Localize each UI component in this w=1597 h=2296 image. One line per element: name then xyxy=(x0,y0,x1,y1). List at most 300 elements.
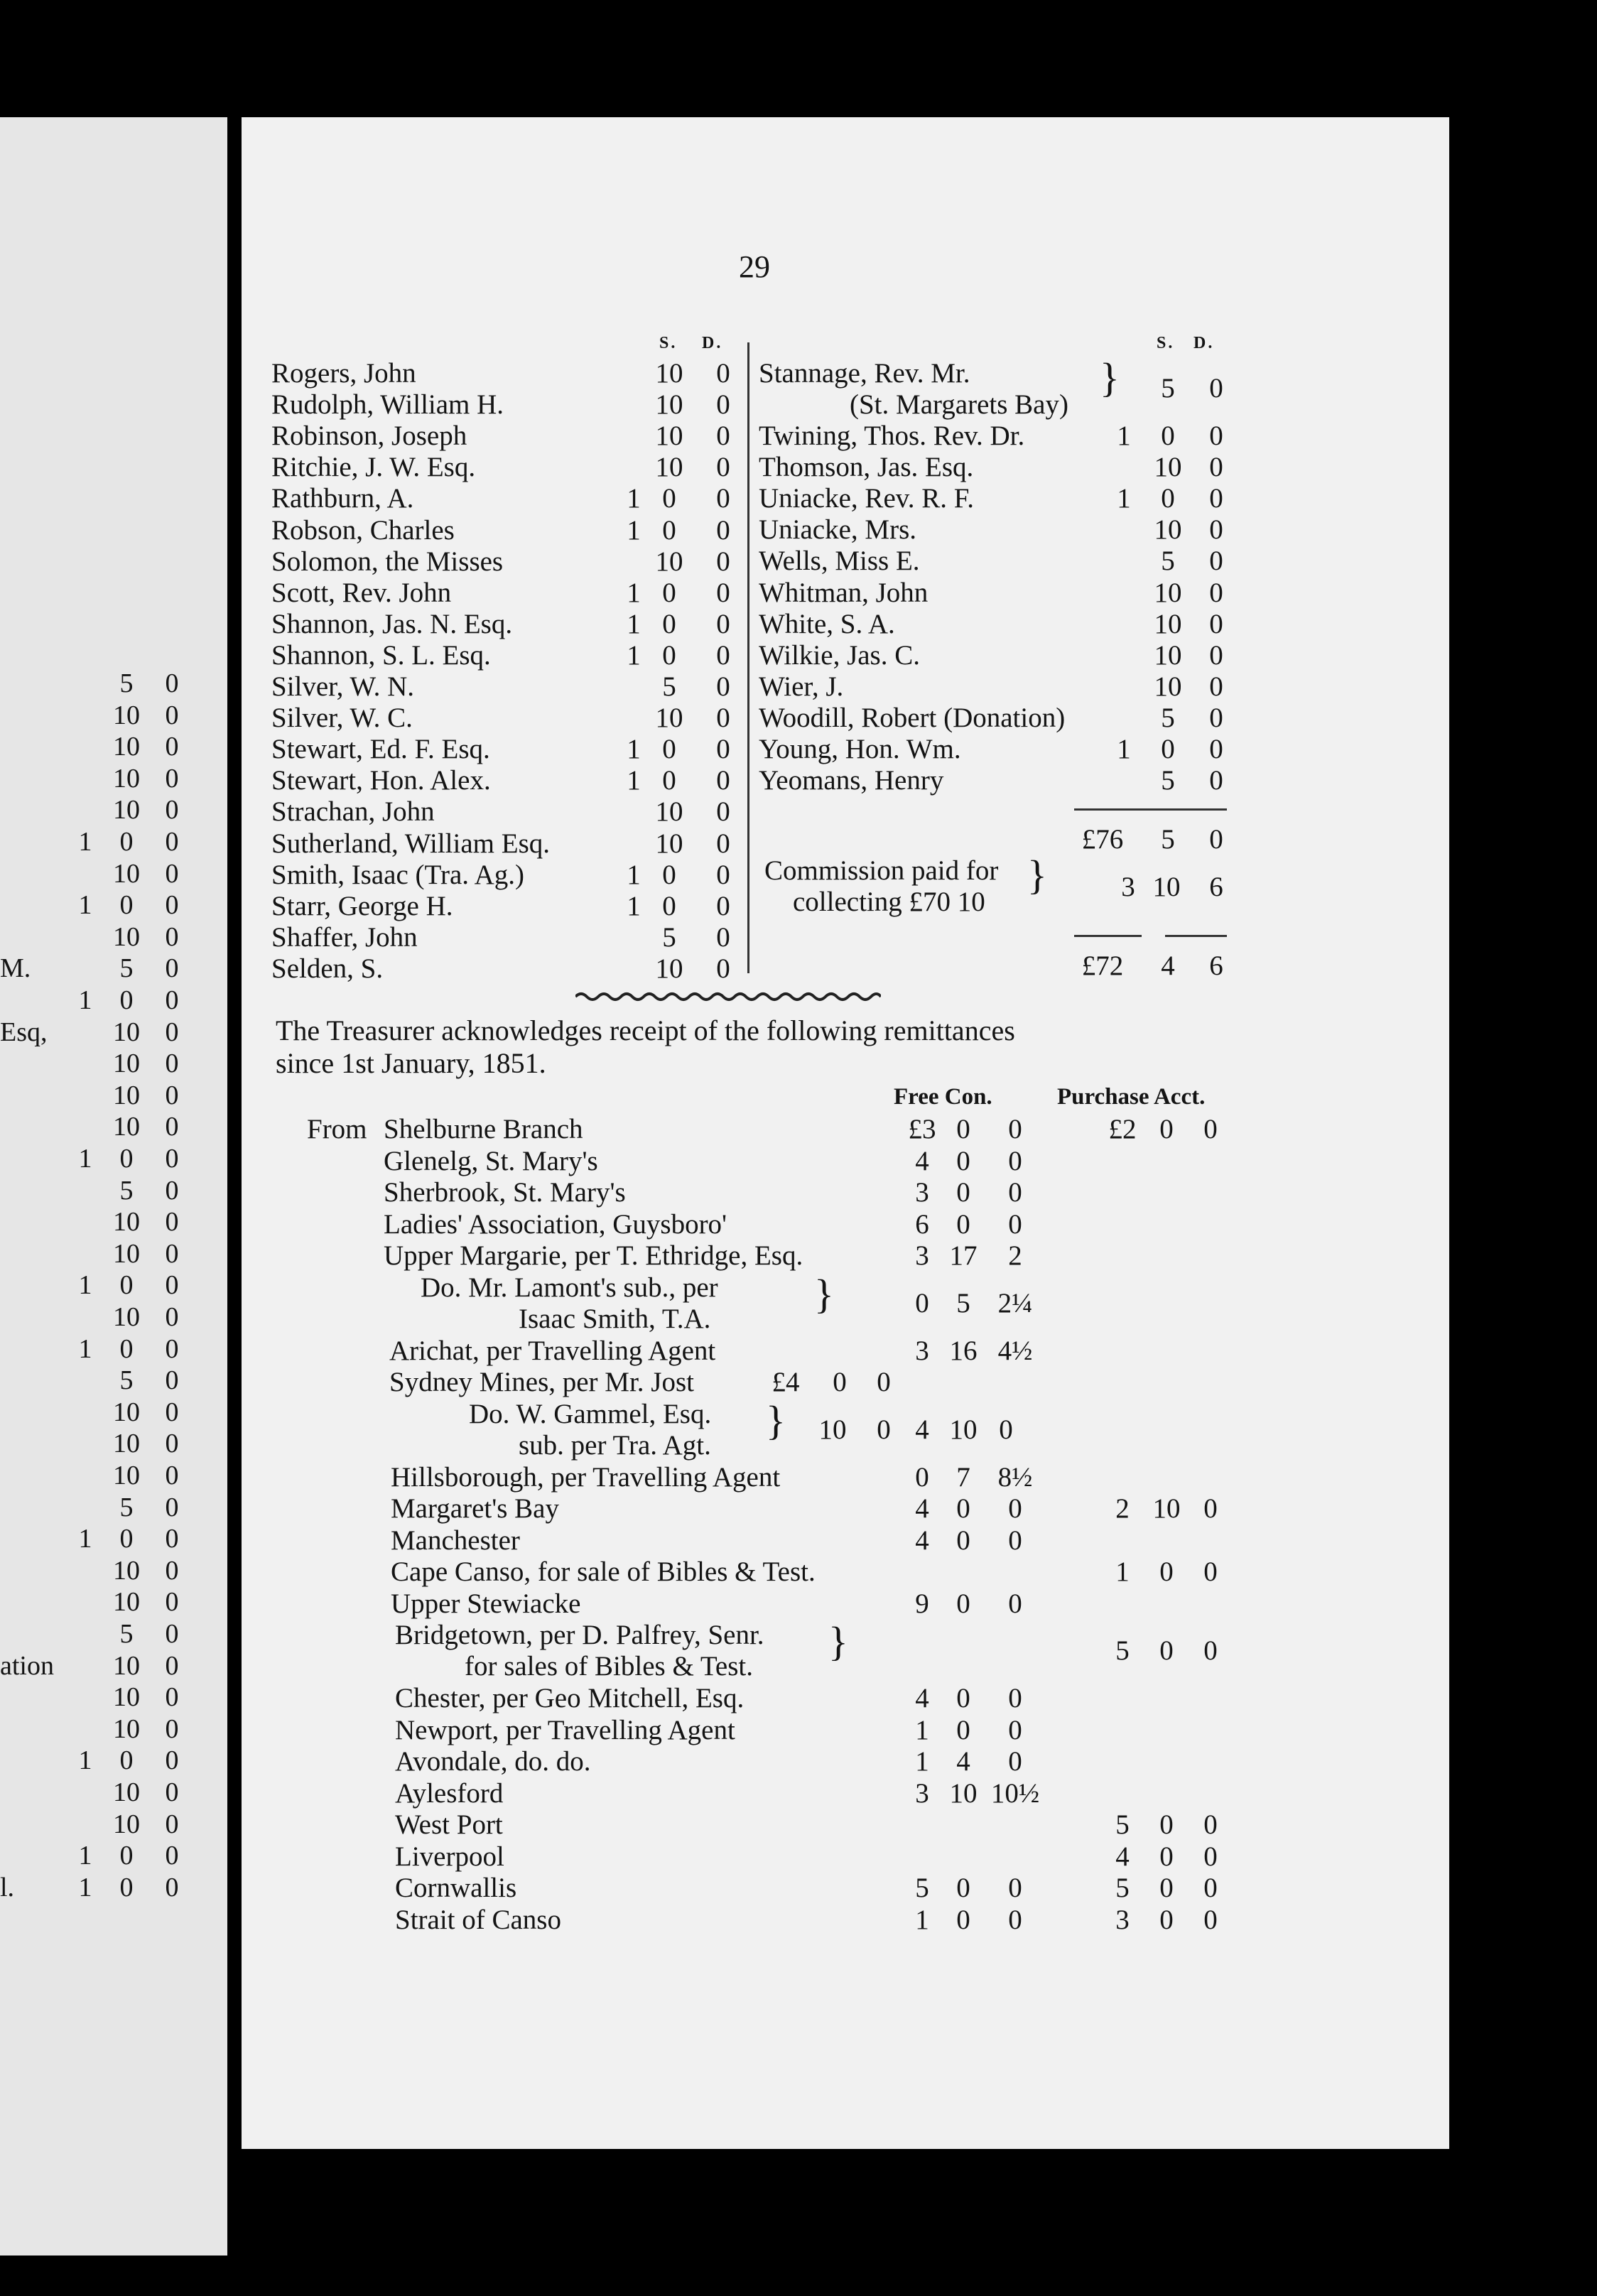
remittance-amount: 8½ xyxy=(997,1461,1033,1493)
stannage-line1: Stannage, Rev. Mr. xyxy=(759,358,970,389)
remittance-amount: 4 xyxy=(915,1493,929,1524)
prev-page-pence: 0 xyxy=(165,890,179,921)
subscriber-shillings: 0 xyxy=(662,608,676,639)
subscriber-shillings: 0 xyxy=(1161,483,1175,514)
remittance-amount: 7 xyxy=(956,1461,970,1493)
subscriber-shillings: 5 xyxy=(662,921,676,953)
remittance-name: Hillsborough, per Travelling Agent xyxy=(391,1461,781,1493)
prev-page-shillings: 10 xyxy=(113,1302,140,1332)
subscriber-pounds: 1 xyxy=(627,483,641,514)
subscriber-shillings: 10 xyxy=(1154,608,1182,639)
remittance-amount: 0 xyxy=(1008,1177,1022,1208)
prev-page-shillings: 10 xyxy=(113,1397,140,1427)
remittance-name: Margaret's Bay xyxy=(391,1493,559,1524)
subscriber-name: Uniacke, Rev. R. F. xyxy=(759,483,975,514)
remittance-amount: £3 xyxy=(908,1114,936,1144)
remittance-amount: 0 xyxy=(1203,1873,1218,1903)
page-number: 29 xyxy=(739,249,770,284)
bridgetown-p1: 5 xyxy=(1115,1635,1130,1666)
remittance-amount: 0 xyxy=(1203,1809,1218,1840)
right-header-s: S. xyxy=(1157,334,1175,352)
subscriber-pence: 0 xyxy=(1209,452,1223,483)
remittance-amount: 1 xyxy=(1115,1556,1130,1587)
prev-page-shillings: 10 xyxy=(113,1587,140,1618)
remittance-amount: 6 xyxy=(915,1208,929,1240)
total-shillings: 5 xyxy=(1161,824,1175,855)
subscriber-pounds: 1 xyxy=(627,577,641,608)
subscriber-shillings: 0 xyxy=(662,734,676,765)
prev-page-shillings: 10 xyxy=(113,1112,140,1142)
subscriber-shillings: 5 xyxy=(1161,765,1175,796)
prev-page-shillings: 5 xyxy=(119,953,134,984)
remittance-amount: 17 xyxy=(949,1240,978,1271)
subscriber-name: Robson, Charles xyxy=(271,514,455,546)
subscriber-pence: 0 xyxy=(716,921,730,953)
remittance-name: Glenelg, St. Mary's xyxy=(384,1145,598,1176)
subscriber-shillings: 5 xyxy=(1161,546,1175,577)
col-free-con: Free Con. xyxy=(894,1084,992,1110)
remittance-amount: 0 xyxy=(956,1493,970,1524)
prev-page-shillings: 10 xyxy=(113,1809,140,1839)
remittance-amount: 0 xyxy=(956,1683,970,1713)
prev-page-pence: 0 xyxy=(165,1682,179,1713)
subscriber-pence: 0 xyxy=(716,953,730,984)
remittance-name: Aylesford xyxy=(395,1777,504,1809)
subscriber-name: Rathburn, A. xyxy=(271,483,414,514)
prev-page-shillings: 0 xyxy=(119,1745,134,1776)
subscriber-name: Starr, George H. xyxy=(271,890,453,921)
remittance-amount: 0 xyxy=(1159,1809,1174,1840)
remittance-amount: 1 xyxy=(915,1904,929,1935)
subscriber-pence: 0 xyxy=(1209,734,1223,764)
sydney-a2: 0 xyxy=(833,1367,847,1397)
prev-page-pence: 0 xyxy=(165,1207,179,1238)
remittance-amount: 0 xyxy=(1203,1904,1218,1935)
prev-page-pence: 0 xyxy=(165,827,179,857)
subscriber-pence: 0 xyxy=(1209,608,1223,639)
prev-page-pence: 0 xyxy=(165,1397,179,1427)
prev-page-pence: 0 xyxy=(165,1461,179,1490)
subscriber-pence: 0 xyxy=(716,608,730,639)
prev-page-pence: 0 xyxy=(165,1175,179,1206)
column-divider xyxy=(747,342,749,973)
subscriber-name: Shannon, Jas. N. Esq. xyxy=(271,608,513,639)
prev-page-shillings: 0 xyxy=(119,985,134,1015)
lamont-line2: Isaac Smith, T.A. xyxy=(519,1303,711,1334)
remittance-amount: 3 xyxy=(915,1240,929,1271)
prev-page-label: Esq, xyxy=(0,1017,48,1047)
prev-page-shillings: 0 xyxy=(119,1333,134,1364)
remittance-amount: 10 xyxy=(949,1777,978,1809)
prev-page-shillings: 5 xyxy=(119,1175,134,1206)
remittance-name: Upper Stewiacke xyxy=(391,1588,581,1619)
prev-page-pence: 0 xyxy=(165,985,179,1015)
stannage-line2: (St. Margarets Bay) xyxy=(850,389,1068,420)
bridgetown-line1: Bridgetown, per D. Palfrey, Senr. xyxy=(395,1620,764,1650)
prev-page-shillings: 0 xyxy=(119,1144,134,1174)
prev-page-pounds: 1 xyxy=(78,985,92,1015)
subscriber-pence: 0 xyxy=(1209,765,1223,796)
prev-page-shillings: 0 xyxy=(119,1524,134,1554)
remittance-name: Cape Canso, for sale of Bibles & Test. xyxy=(391,1556,816,1587)
prev-page-pence: 0 xyxy=(165,858,179,889)
prev-page-label: M. xyxy=(0,953,31,984)
remittance-amount: 3 xyxy=(915,1777,929,1809)
prev-page-pounds: 1 xyxy=(78,1270,92,1301)
subscriber-pence: 0 xyxy=(716,546,730,577)
subscriber-name: Smith, Isaac (Tra. Ag.) xyxy=(271,859,525,890)
prev-page-pence: 0 xyxy=(165,1650,179,1681)
prev-page-shillings: 10 xyxy=(113,1049,140,1079)
remittance-amount: 4 xyxy=(915,1145,929,1176)
subscriber-name: Selden, S. xyxy=(271,953,384,984)
prev-page-pence: 0 xyxy=(165,700,179,730)
prev-page-shillings: 10 xyxy=(113,1461,140,1490)
subscriber-shillings: 10 xyxy=(655,421,683,452)
subscriber-pence: 0 xyxy=(1209,702,1223,733)
subscriber-name: Wier, J. xyxy=(759,671,844,702)
subscriber-pence: 0 xyxy=(716,421,730,452)
subscriber-pence: 0 xyxy=(716,765,730,796)
treasurer-line2: since 1st January, 1851. xyxy=(276,1047,546,1079)
subscriber-pence: 0 xyxy=(716,859,730,890)
remittance-amount: 0 xyxy=(1203,1114,1218,1144)
subscriber-shillings: 0 xyxy=(662,890,676,921)
subscriber-shillings: 0 xyxy=(662,765,676,796)
prev-page-pence: 0 xyxy=(165,763,179,794)
remittance-amount: 0 xyxy=(1008,1208,1022,1240)
subscriber-pence: 0 xyxy=(1209,671,1223,702)
prev-page-pence: 0 xyxy=(165,1049,179,1079)
remittance-name: Newport, per Travelling Agent xyxy=(395,1714,735,1745)
subscriber-pounds: 1 xyxy=(1117,421,1131,451)
subscriber-name: Uniacke, Mrs. xyxy=(759,514,917,546)
prev-page-pence: 0 xyxy=(165,921,179,952)
arichat-name: Arichat, per Travelling Agent xyxy=(389,1335,716,1366)
gammel-f3: 0 xyxy=(999,1414,1013,1445)
subscriber-shillings: 10 xyxy=(655,796,683,828)
remittance-amount: 0 xyxy=(1008,1714,1022,1745)
arichat-f2: 16 xyxy=(949,1335,978,1366)
prev-page-shillings: 10 xyxy=(113,1777,140,1807)
remittance-amount: 4 xyxy=(915,1525,929,1556)
remittance-amount: 0 xyxy=(956,1145,970,1176)
subscriber-shillings: 0 xyxy=(662,577,676,608)
wavy-separator xyxy=(575,990,881,1004)
remittance-amount: 5 xyxy=(1115,1809,1130,1840)
remittance-amount: 5 xyxy=(915,1873,929,1903)
prev-page-pence: 0 xyxy=(165,1713,179,1744)
subscriber-shillings: 10 xyxy=(1154,452,1182,483)
subscriber-name: Robinson, Joseph xyxy=(271,421,467,452)
gammel-a2: 0 xyxy=(877,1414,891,1445)
remittance-amount: 3 xyxy=(1115,1904,1130,1935)
subscriber-name: Silver, W. C. xyxy=(271,703,413,734)
subscriber-name: Whitman, John xyxy=(759,577,929,608)
subscriber-pounds: 1 xyxy=(627,608,641,639)
prev-page-shillings: 10 xyxy=(113,1017,140,1047)
remittance-amount: 4 xyxy=(1115,1841,1130,1872)
remittance-name: Cornwallis xyxy=(395,1873,517,1903)
subscriber-shillings: 10 xyxy=(655,358,683,389)
bridgetown-brace: } xyxy=(828,1618,848,1664)
prev-page-shillings: 10 xyxy=(113,1238,140,1269)
prev-page-shillings: 10 xyxy=(113,1650,140,1681)
subscriber-pence: 0 xyxy=(716,389,730,421)
subscriber-shillings: 10 xyxy=(1154,514,1182,546)
prev-page-pounds: 1 xyxy=(78,1524,92,1554)
prev-page-pence: 0 xyxy=(165,1841,179,1871)
prev-page-pence: 0 xyxy=(165,1777,179,1807)
remittance-amount: 10½ xyxy=(990,1777,1040,1809)
remittance-name: Chester, per Geo Mitchell, Esq. xyxy=(395,1683,745,1713)
subscriber-pence: 0 xyxy=(716,577,730,608)
subscriber-name: Stewart, Ed. F. Esq. xyxy=(271,734,490,765)
remittance-amount: 1 xyxy=(915,1714,929,1745)
subscriber-shillings: 0 xyxy=(1161,734,1175,764)
subscriber-name: Stewart, Hon. Alex. xyxy=(271,765,491,796)
prev-page-pence: 0 xyxy=(165,1745,179,1776)
bridgetown-p2: 0 xyxy=(1159,1635,1174,1666)
prev-page-shillings: 10 xyxy=(113,700,140,730)
subscriber-name: Shannon, S. L. Esq. xyxy=(271,639,491,671)
gammel-line1: Do. W. Gammel, Esq. xyxy=(469,1398,712,1429)
prev-page-pounds: 1 xyxy=(78,827,92,857)
subscriber-name: Strachan, John xyxy=(271,796,435,828)
subscriber-name: White, S. A. xyxy=(759,608,895,639)
stannage-s: 5 xyxy=(1161,373,1175,404)
remittance-name: Avondale, do. do. xyxy=(395,1746,591,1777)
remittance-amount: 0 xyxy=(1159,1841,1174,1872)
subscriber-pence: 0 xyxy=(1209,421,1223,451)
prev-page-pounds: 1 xyxy=(78,890,92,921)
subscriber-name: Shaffer, John xyxy=(271,921,418,953)
gammel-brace: } xyxy=(766,1397,786,1444)
remittance-name: Sherbrook, St. Mary's xyxy=(384,1177,626,1208)
remittance-amount: 9 xyxy=(915,1588,929,1619)
prev-page-pounds: 1 xyxy=(78,1872,92,1902)
subscriber-pounds: 1 xyxy=(1117,483,1131,514)
remittance-name: Shelburne Branch xyxy=(384,1114,583,1144)
bridgetown-p3: 0 xyxy=(1203,1635,1218,1666)
subscriber-name: Woodill, Robert (Donation) xyxy=(759,702,1066,733)
remittance-amount: 2 xyxy=(1115,1493,1130,1524)
remittance-name: Ladies' Association, Guysboro' xyxy=(384,1208,727,1240)
remittance-amount: 0 xyxy=(956,1904,970,1935)
prev-page-pence: 0 xyxy=(165,1492,179,1522)
arichat-f1: 3 xyxy=(915,1335,929,1366)
subscriber-name: Ritchie, J. W. Esq. xyxy=(271,452,476,483)
subscriber-name: Silver, W. N. xyxy=(271,671,415,702)
previous-page-strip xyxy=(0,117,227,2256)
prev-page-shillings: 10 xyxy=(113,1682,140,1713)
remittance-amount: 0 xyxy=(1008,1525,1022,1556)
remittance-amount: 0 xyxy=(1203,1556,1218,1587)
prev-page-shillings: 0 xyxy=(119,1872,134,1902)
sydney-a3: 0 xyxy=(877,1367,891,1397)
stannage-brace: } xyxy=(1100,354,1120,401)
prev-page-pence: 0 xyxy=(165,1017,179,1047)
subscriber-shillings: 0 xyxy=(662,639,676,671)
bridgetown-line2: for sales of Bibles & Test. xyxy=(465,1651,753,1682)
remittance-amount: 4 xyxy=(956,1746,970,1777)
prev-page-shillings: 10 xyxy=(113,921,140,952)
subscriber-shillings: 10 xyxy=(655,546,683,577)
remittance-amount: 0 xyxy=(1008,1145,1022,1176)
remittance-amount: 0 xyxy=(1008,1873,1022,1903)
prev-page-shillings: 10 xyxy=(113,1207,140,1238)
subscriber-pence: 0 xyxy=(716,890,730,921)
commission-line1: Commission paid for xyxy=(764,855,999,886)
from-label: From xyxy=(307,1114,367,1144)
subscriber-pounds: 1 xyxy=(627,765,641,796)
prev-page-shillings: 10 xyxy=(113,1713,140,1744)
commission-pounds: 3 xyxy=(1121,872,1135,902)
prev-page-pence: 0 xyxy=(165,1270,179,1301)
remittance-amount: 0 xyxy=(1159,1556,1174,1587)
prev-page-shillings: 0 xyxy=(119,827,134,857)
prev-page-shillings: 10 xyxy=(113,763,140,794)
gammel-f2: 10 xyxy=(949,1414,978,1445)
net-rule-b xyxy=(1165,935,1227,937)
net-pounds: £72 xyxy=(1081,951,1124,981)
remittance-amount: 1 xyxy=(915,1746,929,1777)
subscriber-shillings: 0 xyxy=(1161,421,1175,451)
prev-page-shillings: 5 xyxy=(119,1619,134,1649)
subscriber-pence: 0 xyxy=(716,703,730,734)
subscriber-pounds: 1 xyxy=(1117,734,1131,764)
remittance-amount: 0 xyxy=(956,1208,970,1240)
total-rule xyxy=(1074,808,1227,811)
subscriber-pence: 0 xyxy=(716,514,730,546)
prev-page-pounds: 1 xyxy=(78,1144,92,1174)
net-pence: 6 xyxy=(1209,951,1223,981)
subscriber-pence: 0 xyxy=(716,796,730,828)
remittance-name: Upper Margarie, per T. Ethridge, Esq. xyxy=(384,1240,803,1271)
subscriber-pence: 0 xyxy=(716,639,730,671)
gammel-f1: 4 xyxy=(915,1414,929,1445)
total-pence: 0 xyxy=(1209,824,1223,855)
prev-page-pence: 0 xyxy=(165,1112,179,1142)
prev-page-pence: 0 xyxy=(165,1238,179,1269)
subscriber-name: Yeomans, Henry xyxy=(759,765,944,796)
subscriber-pounds: 1 xyxy=(627,734,641,765)
net-rule-a xyxy=(1074,935,1142,937)
prev-page-pence: 0 xyxy=(165,795,179,825)
commission-shillings: 10 xyxy=(1152,872,1181,902)
subscriber-pounds: 1 xyxy=(627,890,641,921)
subscriber-shillings: 10 xyxy=(655,452,683,483)
prev-page-shillings: 10 xyxy=(113,1429,140,1459)
prev-page-shillings: 10 xyxy=(113,795,140,825)
subscriber-shillings: 10 xyxy=(655,389,683,421)
prev-page-pence: 0 xyxy=(165,668,179,698)
prev-page-shillings: 10 xyxy=(113,858,140,889)
prev-page-shillings: 5 xyxy=(119,1492,134,1522)
subscriber-shillings: 0 xyxy=(662,514,676,546)
remittance-amount: 0 xyxy=(1008,1588,1022,1619)
prev-page-shillings: 5 xyxy=(119,1365,134,1396)
lamont-brace: } xyxy=(814,1270,834,1317)
prev-page-pence: 0 xyxy=(165,1555,179,1586)
subscriber-shillings: 0 xyxy=(662,859,676,890)
treasurer-line1: The Treasurer acknowledges receipt of the following remittances xyxy=(276,1014,1015,1046)
prev-page-pence: 0 xyxy=(165,1302,179,1332)
subscriber-shillings: 5 xyxy=(1161,702,1175,733)
remittance-amount: 0 xyxy=(956,1714,970,1745)
subscriber-pence: 0 xyxy=(1209,514,1223,546)
subscriber-name: Thomson, Jas. Esq. xyxy=(759,452,974,483)
stannage-d: 0 xyxy=(1209,373,1223,404)
subscriber-pounds: 1 xyxy=(627,639,641,671)
subscriber-shillings: 5 xyxy=(662,671,676,702)
remittance-amount: 0 xyxy=(956,1114,970,1144)
subscriber-pence: 0 xyxy=(716,452,730,483)
subscriber-shillings: 10 xyxy=(655,828,683,859)
prev-page-label: l. xyxy=(0,1872,15,1902)
remittance-amount: £2 xyxy=(1108,1114,1137,1144)
prev-page-pence: 0 xyxy=(165,732,179,762)
subscriber-pounds: 1 xyxy=(627,859,641,890)
sydney-a1: £4 xyxy=(772,1367,800,1397)
commission-brace: } xyxy=(1027,852,1047,898)
subscriber-pence: 0 xyxy=(1209,546,1223,577)
col-purchase-acct: Purchase Acct. xyxy=(1057,1084,1206,1110)
prev-page-shillings: 0 xyxy=(119,1270,134,1301)
remittance-name: Liverpool xyxy=(395,1841,504,1872)
prev-page-pence: 0 xyxy=(165,1333,179,1364)
subscriber-name: Twining, Thos. Rev. Dr. xyxy=(759,421,1025,451)
subscriber-pence: 0 xyxy=(716,734,730,765)
prev-page-shillings: 5 xyxy=(119,668,134,698)
prev-page-shillings: 0 xyxy=(119,890,134,921)
remittance-name: Manchester xyxy=(391,1525,520,1556)
commission-pence: 6 xyxy=(1209,872,1223,902)
prev-page-shillings: 0 xyxy=(119,1841,134,1871)
subscriber-name: Solomon, the Misses xyxy=(271,546,504,577)
remittance-amount: 0 xyxy=(956,1873,970,1903)
prev-page-shillings: 10 xyxy=(113,732,140,762)
subscriber-shillings: 0 xyxy=(662,483,676,514)
prev-page-pence: 0 xyxy=(165,1365,179,1396)
remittance-amount: 0 xyxy=(1159,1904,1174,1935)
remittance-amount: 0 xyxy=(1159,1114,1174,1144)
gammel-a1: 10 xyxy=(818,1414,847,1445)
remittance-amount: 0 xyxy=(1008,1746,1022,1777)
subscriber-pence: 0 xyxy=(716,671,730,702)
subscriber-pence: 0 xyxy=(1209,483,1223,514)
prev-page-pence: 0 xyxy=(165,1872,179,1902)
prev-page-pence: 0 xyxy=(165,1429,179,1459)
prev-page-pounds: 1 xyxy=(78,1745,92,1776)
remittance-name: Strait of Canso xyxy=(395,1904,561,1935)
subscriber-shillings: 10 xyxy=(1154,671,1182,702)
prev-page-pence: 0 xyxy=(165,1144,179,1174)
lamont-f1: 0 xyxy=(915,1287,929,1318)
subscriber-name: Wells, Miss E. xyxy=(759,546,920,577)
remittance-amount: 0 xyxy=(956,1588,970,1619)
subscriber-shillings: 10 xyxy=(655,953,683,984)
subscriber-shillings: 10 xyxy=(1154,577,1182,608)
prev-page-shillings: 10 xyxy=(113,1555,140,1586)
subscriber-shillings: 10 xyxy=(655,703,683,734)
lamont-f2: 5 xyxy=(956,1287,970,1318)
remittance-amount: 0 xyxy=(956,1525,970,1556)
subscriber-pence: 0 xyxy=(716,828,730,859)
remittance-amount: 0 xyxy=(1008,1904,1022,1935)
remittance-amount: 0 xyxy=(1203,1493,1218,1524)
remittance-amount: 4 xyxy=(915,1683,929,1713)
